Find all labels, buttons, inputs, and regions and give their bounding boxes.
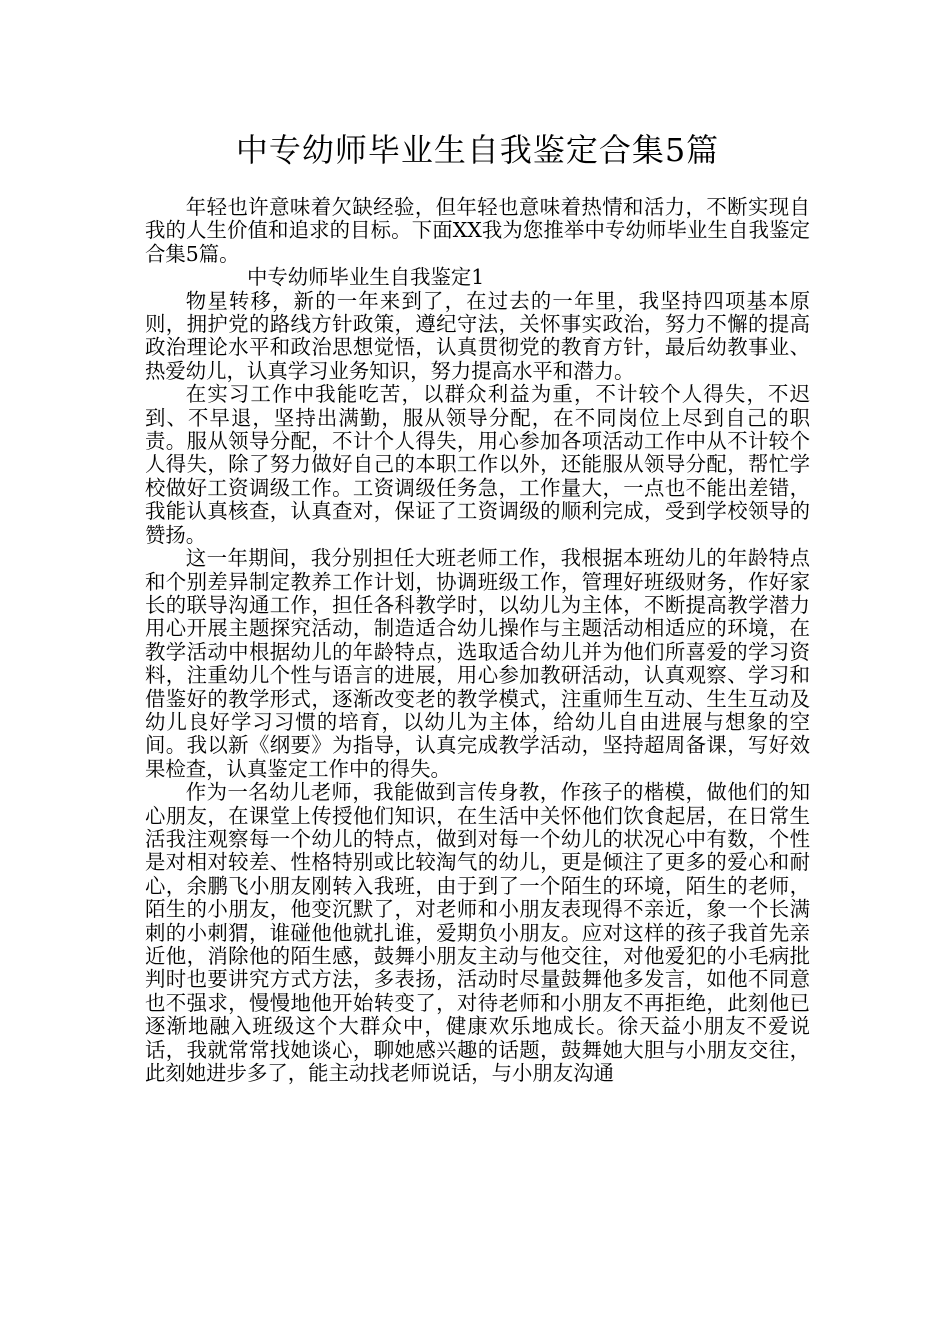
body-paragraph: 物星转移，新的一年来到了，在过去的一年里，我坚持四项基本原则，拥护党的路线方针政策，遵纪守法，关怀事实政治，努力不懈的提高政治理论水平和政治思想觉悟，认真贯彻党的教育方针，最后幼教事业、热爱幼儿，认真学习业务知识，努力提高水平和潜力。 xyxy=(145,288,810,383)
document-body xyxy=(145,196,810,1085)
body-paragraph: 作为一名幼儿老师，我能做到言传身教，作孩子的楷模，做他们的知心朋友，在课堂上传授他们知识，在生活中关怀他们饮食起居，在日常生活我注观察每一个幼儿的特点，做到对每一个幼儿的状况心中有数，个性是对相对较差、性格特别或比较淘气的幼儿，更是倾注了更多的爱心和耐心，余鹏飞小朋友刚转入我班，由于到了一个陌生的环境，陌生的老师，陌生的小朋友，他变沉默了，对老师和小朋友表现得不亲近，象一个长满刺的小刺猬，谁碰他他就扎谁，爱期负小朋友。应对这样的孩子我首先亲近他，消除他的陌生感，鼓舞小朋友主动与他交往，对他爱犯的小毛病批判时也要讲究方式方法，多表扬，活动时尽量鼓舞他多发言，如他不同意也不强求，慢慢地他开始转变了，对待老师和小朋友不再拒绝，此刻他已逐渐地融入班级这个大群众中，健康欢乐地成长。徐天益小朋友不爱说话，我就常常找她谈心，聊她感兴趣的话题，鼓舞她大胆与小朋友交往，此刻她进步多了，能主动找老师说话，与小朋友沟通 xyxy=(145,780,810,1086)
intro-paragraph: 年轻也许意味着欠缺经验，但年轻也意味着热情和活力，不断实现自我的人生价值和追求的目标。下面XX我为您推举中专幼师毕业生自我鉴定合集5篇。 xyxy=(145,195,810,266)
section-heading: 中专幼师毕业生自我鉴定1 xyxy=(247,265,485,290)
body-paragraph: 在实习工作中我能吃苦，以群众利益为重，不计较个人得失，不迟到、不早退，坚持出满勤，服从领导分配，在不同岗位上尽到自己的职责。服从领导分配，不计个人得失，用心参加各项活动工作中从不计较个人得失，除了努力做好自己的本职工作以外，还能服从领导分配，帮忙学校做好工资调级工作。工资调级任务急，工作量大，一点也不能出差错，我能认真核查，认真查对，保证了工资调级的顺利完成，受到学校领导的赞扬。 xyxy=(145,382,810,547)
document-title: 中专幼师毕业生自我鉴定合集5篇 xyxy=(235,131,720,169)
body-paragraph: 这一年期间，我分别担任大班老师工作，我根据本班幼儿的年龄特点和个别差异制定教养工作计划，协调班级工作，管理好班级财务，作好家长的联导沟通工作，担任各科教学时，以幼儿为主体，不断提高教学潜力用心开展主题探究活动，制造适合幼儿操作与主题活动相适应的环境，在教学活动中根据幼儿的年龄特点，选取适合幼儿并为他们所喜爱的学习资料，注重幼儿个性与语言的进展，用心参加教研活动，认真观察、学习和借鉴好的教学形式，逐渐改变老的教学模式，注重师生互动、生生互动及幼儿良好学习习惯的培育，以幼儿为主体，给幼儿自由进展与想象的空间。我以新《纲要》为指导，认真完成教学活动，坚持超周备课，写好效果检查，认真鉴定工作中的得失。 xyxy=(145,546,810,781)
